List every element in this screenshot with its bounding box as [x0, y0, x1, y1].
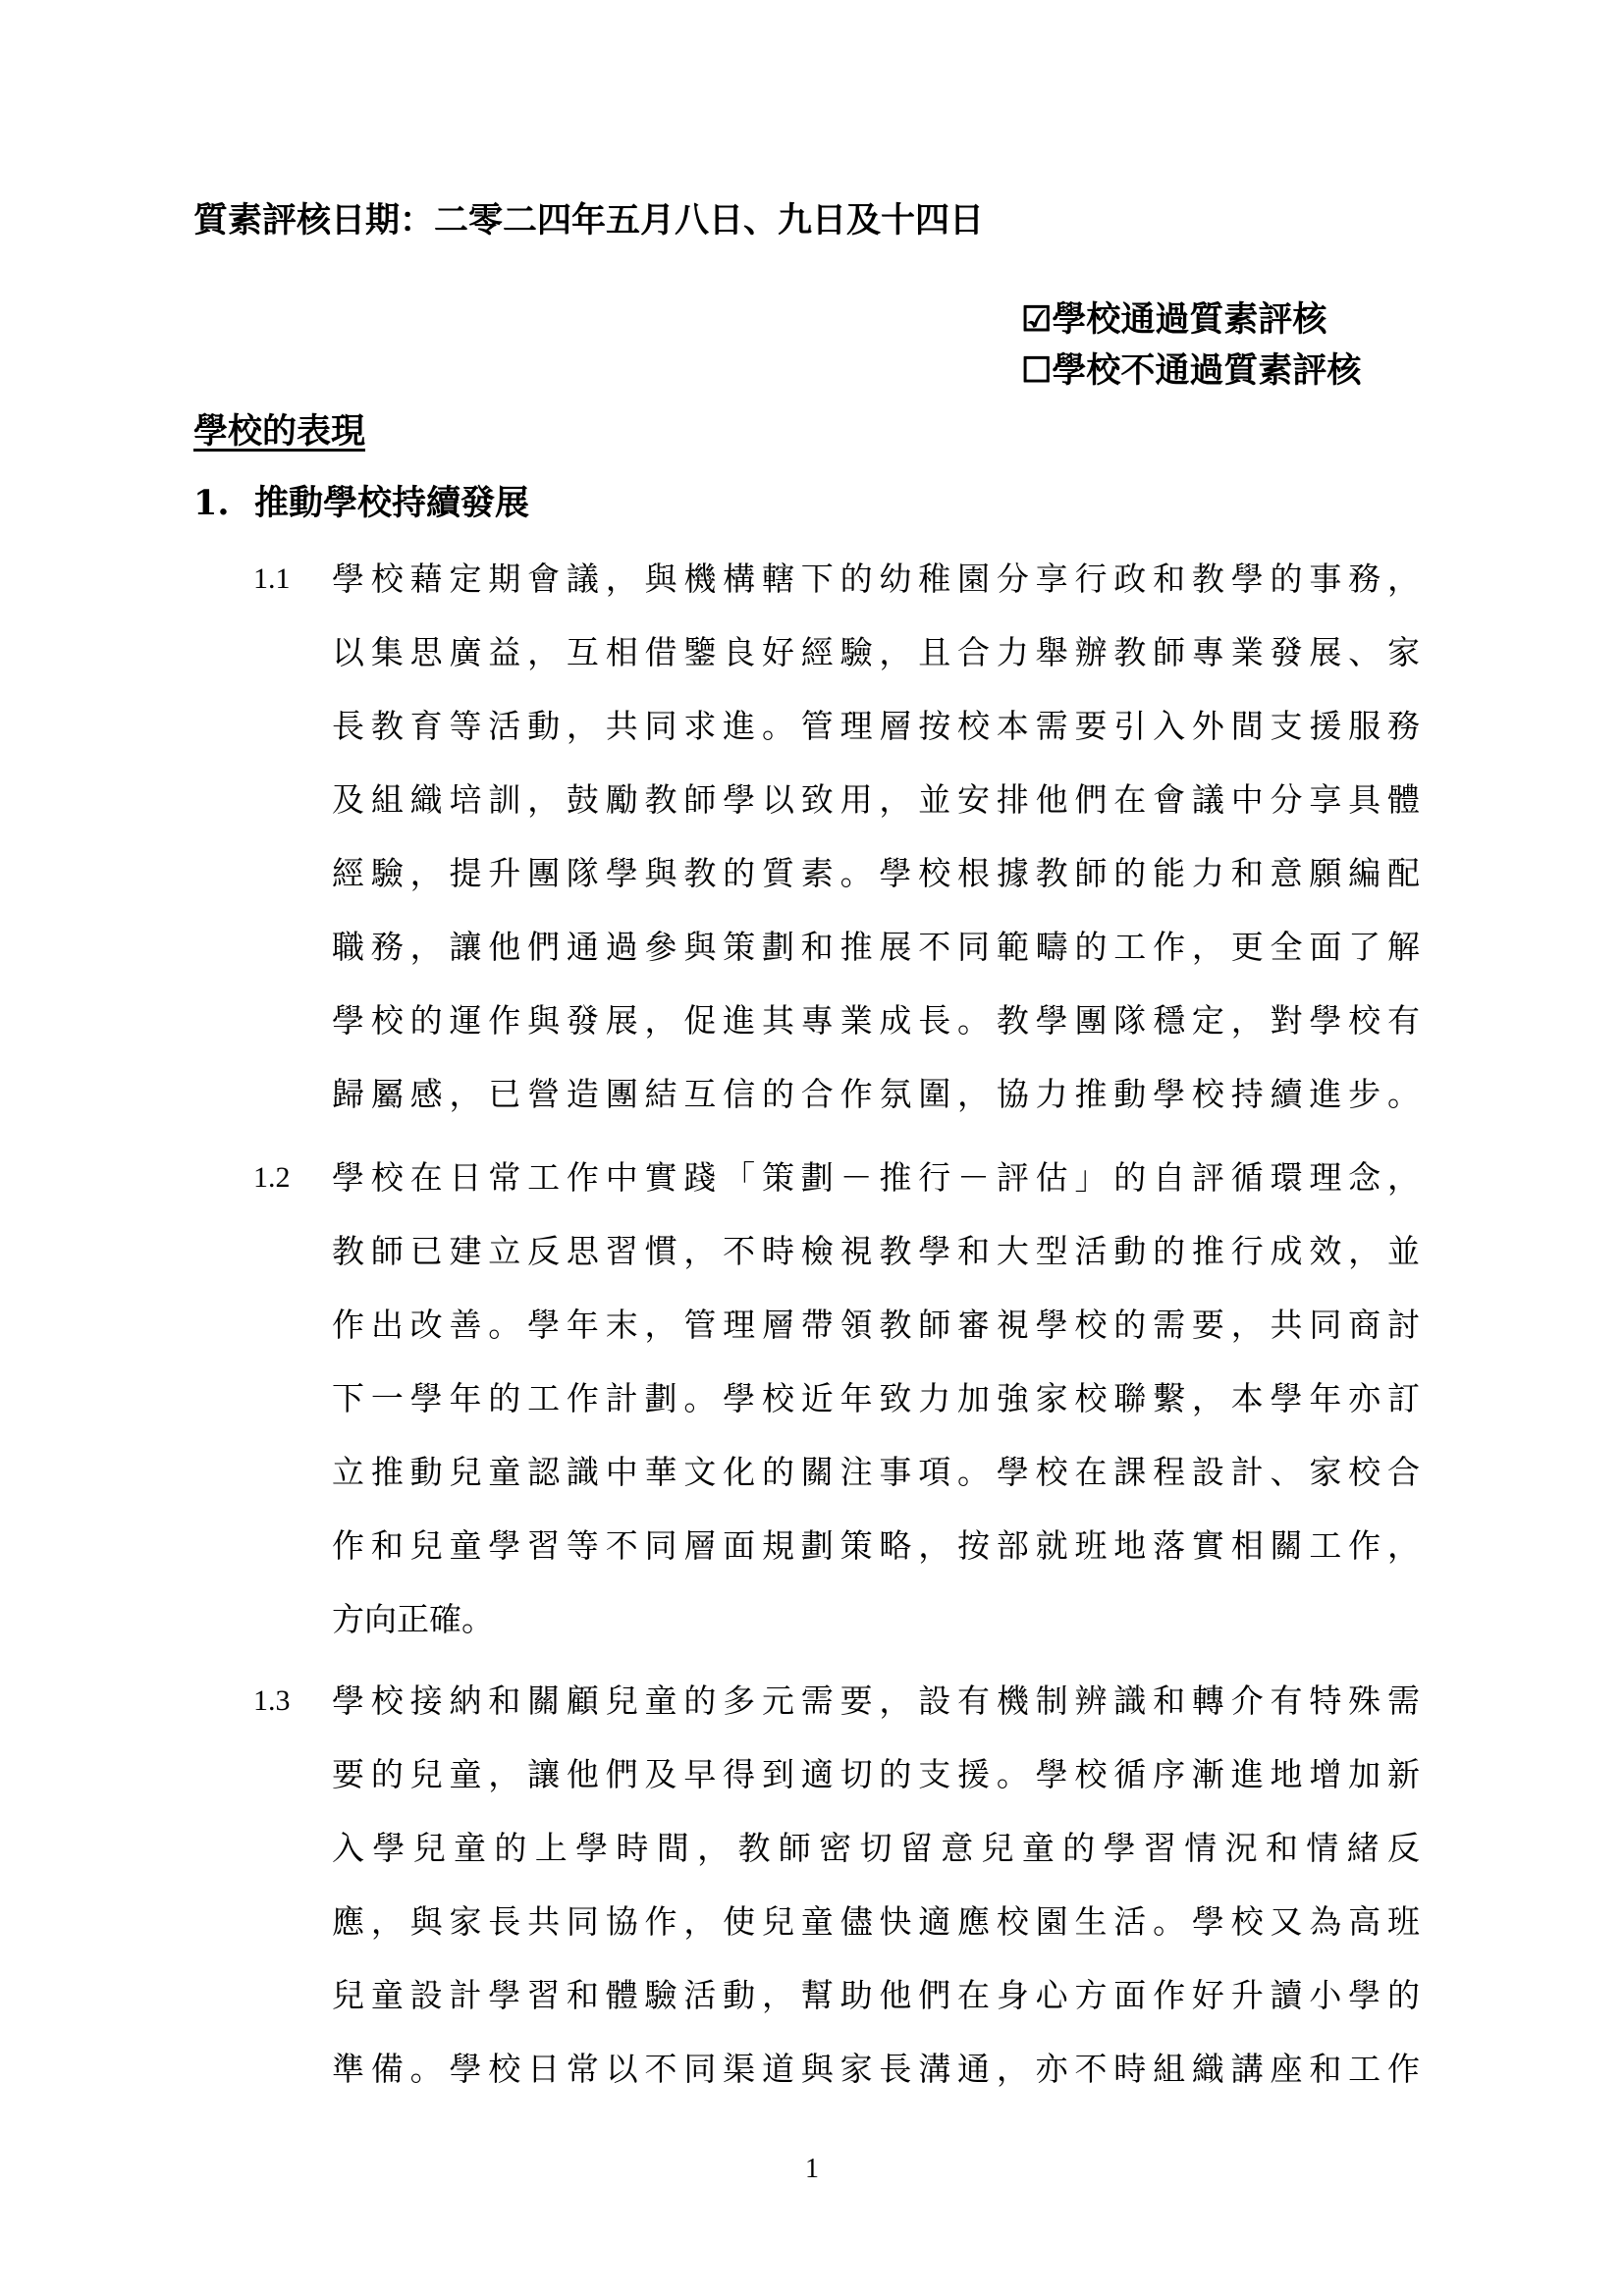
paragraph-line: 立推動兒童認識中華文化的關注事項。學校在課程設計、家校合 — [332, 1453, 1420, 1491]
paragraph-line: 兒童設計學習和體驗活動，幫助他們在身心方面作好升讀小學的 — [332, 1976, 1420, 2014]
result-option-label: 學校通過質素評核 — [1052, 299, 1327, 340]
paragraph-line: 歸屬感，已營造團結互信的合作氛圍，協力推動學校持續進步。 — [332, 1075, 1420, 1113]
paragraph-line: 作和兒童學習等不同層面規劃策略，按部就班地落實相關工作， — [332, 1526, 1420, 1565]
paragraph-line: 方向正確。 — [332, 1600, 494, 1638]
paragraph-number: 1.3 — [253, 1684, 291, 1717]
subsection-heading — [193, 479, 529, 528]
paragraph-line: 下一學年的工作計劃。學校近年致力加強家校聯繫，本學年亦訂 — [332, 1379, 1420, 1417]
page-number: 1 — [805, 2154, 819, 2184]
paragraph-line: 教師已建立反思習慣，不時檢視教學和大型活動的推行成效，並 — [332, 1232, 1420, 1270]
paragraph-line: 職務，讓他們通過參與策劃和推展不同範疇的工作，更全面了解 — [332, 928, 1420, 966]
paragraph-line: 要的兒童，讓他們及早得到適切的支援。學校循序漸進地增加新 — [332, 1755, 1420, 1793]
assessment-result-options — [1021, 294, 1361, 397]
assessment-date-heading: 質素評核日期：二零二四年五月八日、九日及十四日 — [193, 200, 985, 240]
subsection-number: 1. — [193, 483, 230, 523]
paragraph-line: 學校接納和關顧兒童的多元需要，設有機制辨識和轉介有特殊需 — [332, 1682, 1420, 1720]
paragraph-line: 學校的運作與發展，促進其專業成長。教學團隊穩定，對學校有 — [332, 1001, 1420, 1040]
paragraph-line: 學校藉定期會議，與機構轄下的幼稚園分享行政和教學的事務， — [332, 560, 1420, 598]
paragraph-line: 學校在日常工作中實踐「策劃－推行－評估」的自評循環理念， — [332, 1158, 1420, 1197]
paragraph-line: 準備。學校日常以不同渠道與家長溝通，亦不時組織講座和工作 — [332, 2050, 1420, 2088]
paragraph-line: 長教育等活動，共同求進。管理層按校本需要引入外間支援服務 — [332, 707, 1420, 745]
paragraph-line: 入學兒童的上學時間，教師密切留意兒童的學習情況和情緒反 — [332, 1829, 1420, 1867]
paragraph-number: 1.2 — [253, 1161, 291, 1194]
result-option-pass — [1021, 294, 1361, 346]
paragraph-line: 作出改善。學年末，管理層帶領教師審視學校的需要，共同商討 — [332, 1306, 1420, 1344]
paragraph-line: 以集思廣益，互相借鑒良好經驗，且合力舉辦教師專業發展、家 — [332, 633, 1420, 671]
result-option-label: 學校不通過質素評核 — [1052, 350, 1362, 391]
checked-box-icon: ☑ — [1021, 299, 1053, 340]
unchecked-box-icon: ☐ — [1021, 350, 1053, 391]
paragraph-line: 及組織培訓，鼓勵教師學以致用，並安排他們在會議中分享具體 — [332, 780, 1420, 819]
subsection-title: 推動學校持續發展 — [254, 483, 530, 523]
paragraph-number: 1.1 — [253, 562, 291, 595]
paragraph-line: 經驗，提升團隊學與教的質素。學校根據教師的能力和意願編配 — [332, 854, 1420, 892]
paragraph-line: 應，與家長共同協作，使兒童儘快適應校園生活。學校又為高班 — [332, 1902, 1420, 1941]
result-option-fail — [1021, 346, 1361, 397]
section-title: 學校的表現 — [193, 411, 366, 452]
